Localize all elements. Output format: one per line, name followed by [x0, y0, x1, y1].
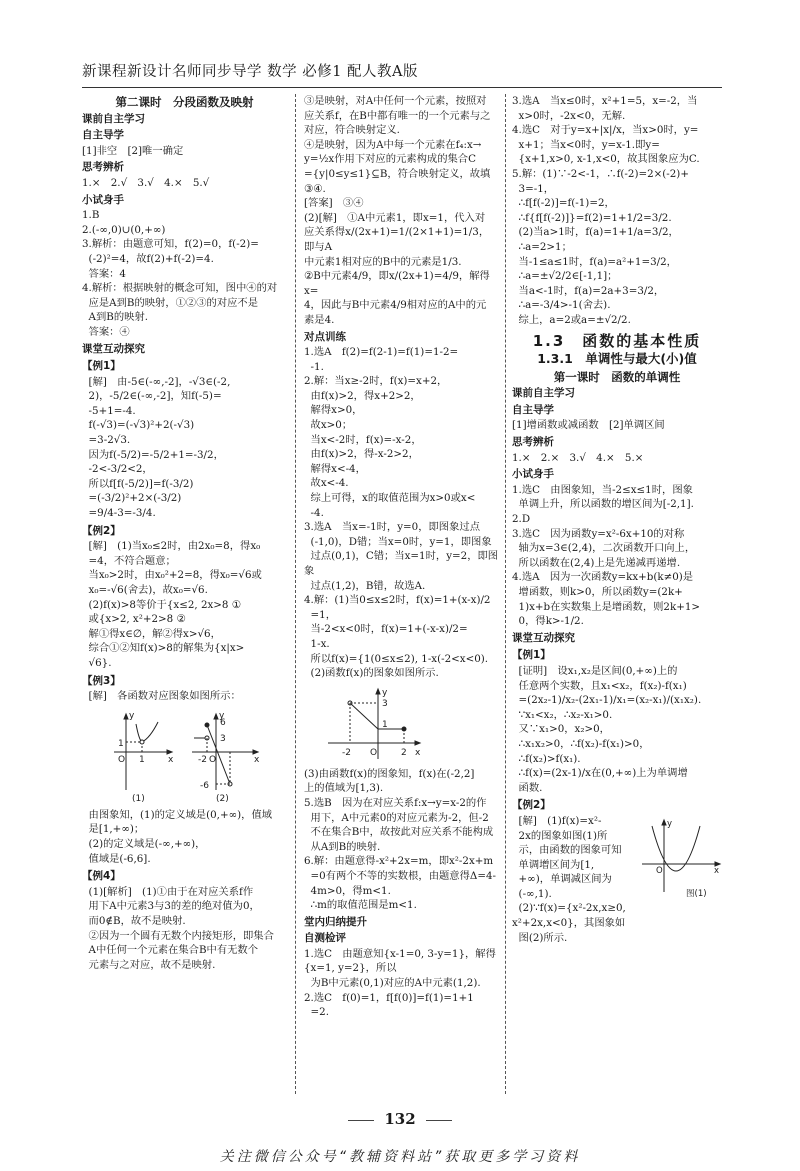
example3-graphs [112, 708, 262, 804]
text-line: 1.选C 由题意知{x-1=0, 3-y=1}，解得{x=1, y=2}，所以 [304, 947, 496, 975]
text-line: =(2x₂-1)/x₂-(2x₁-1)/x₁=(x₂-x₁)/(x₁x₂). [512, 694, 702, 707]
text-line: (2)∵f(x)={x²-2x,x≥0, x²+2x,x<0}，其图象如 [512, 902, 630, 930]
text-line: ∴f[f(-2)]=f(-1)=2， [512, 197, 615, 210]
text-line: 由f(x)>2，得x+2>2， [304, 389, 421, 402]
text-line: 上的值域为[1,3). [304, 782, 384, 795]
example2-parabola [640, 816, 722, 900]
text-line: (-2)²=4，故f(2)+f(-2)=4. [82, 252, 214, 265]
text-line: 由图象知，(1)的定义域是(0,+∞)，值域 [82, 808, 273, 821]
text-line: 值域是(-6,6]. [82, 852, 151, 865]
example-heading: 【例4】 [82, 870, 121, 883]
function-graph-fx [324, 685, 424, 763]
text-line: 或{x>2, x²+2>8 ② [82, 613, 186, 626]
chapter-title: 1.3 函数的基本性质 [532, 331, 702, 350]
text-line: 示，由函数的图象可知 [512, 844, 622, 857]
text-line: 应关系得x/(2x+1)=1/(2×1+1)=1/3，即与A [304, 226, 490, 253]
text-line: 用下，A中元素0的对应元素为-2，但-2 [304, 811, 489, 824]
tick-label: 6 [220, 717, 226, 728]
text-line: ②B中元素4/9，即x/(2x+1)=4/9，解得x= [304, 270, 490, 297]
section-heading: 课前自主学习 [82, 112, 145, 125]
section-heading: 小试身手 [512, 468, 554, 481]
text-line: 不在集合B中，故按此对应关系不能构成 [304, 826, 494, 839]
text-line: 4m>0，得m<1. [304, 884, 391, 897]
text-line: =4，不符合题意； [82, 554, 176, 567]
section-heading: 自主导学 [82, 129, 124, 142]
text-line: =1， [304, 608, 337, 621]
text-line: ∴m的取值范围是m<1. [304, 899, 417, 912]
text-line: 综上可得，x的取值范围为x>0或x< [304, 492, 476, 505]
text-line: 元素与之对应，故不是映射. [82, 958, 216, 971]
text-line: 2.选C f(0)=1，f[f(0)]=f(1)=1+1 [304, 991, 474, 1004]
text-line: 对应，符合映射定义. [304, 124, 400, 137]
running-header: 新课程新设计名师同步导学 数学 必修1 配人教A版 [82, 60, 722, 88]
origin-label: O [656, 865, 663, 876]
axis-label-y: y [129, 710, 135, 721]
origin-label: O [370, 747, 378, 758]
figure-caption: (1) [132, 793, 145, 804]
text-line: (-∞,1). [512, 887, 552, 900]
text-line: =3-2√3. [82, 434, 131, 447]
text-line: 综合①②知f(x)>8的解集为{x|x> [82, 642, 245, 655]
axis-label-y: y [219, 710, 225, 721]
text-line: =9/4-3=-3/4. [82, 507, 156, 520]
text-line: -4. [304, 506, 324, 519]
text-line: 单调上升，所以函数的增区间为[-2,1]. [512, 498, 694, 511]
text-line: 当a<-1时，f(a)=2a+3=3/2， [512, 284, 665, 297]
text-line: 0，得k>-1/2. [512, 615, 584, 628]
section-heading: 对点训练 [304, 330, 346, 343]
text-line: (1)[解析] (1)①由于在对应关系f作 [82, 885, 254, 898]
text-line: 2.解：当x≥-2时，f(x)=x+2， [304, 375, 448, 388]
text-line: 4.解析：根据映射的概念可知，图中④的对 [82, 282, 278, 295]
text-line: (2)f(x)>8等价于{x≤2, 2x>8 ① [82, 598, 241, 611]
text-line: 答案：4 [82, 267, 126, 280]
text-line: 4.解：(1)当0≤x≤2时，f(x)=1+(x-x)/2 [304, 594, 491, 607]
text-line: 3.选A 当x≤0时，x²+1=5，x=-2，当 [512, 95, 698, 107]
text-line: 4，因此与B中元素4/9相对应的A中的元 [304, 299, 487, 312]
text-line: 素是4. [304, 313, 335, 326]
text-line: y=½x作用下对应的元素构成的集合C [304, 153, 476, 166]
text-line: [1]非空 [2]唯一确定 [82, 144, 184, 157]
tick-label: -6 [200, 780, 209, 791]
text-line: 解①得x∈∅，解②得x>√6， [82, 627, 221, 640]
text-line: (3)由函数f(x)的图象知，f(x)在(-2,2] [304, 767, 475, 780]
text-line: 应关系f，在B中都有唯一的一个元素与之 [304, 109, 491, 122]
text-line: 当x<-2时，f(x)=-x-2， [304, 433, 422, 446]
text-line: 应是A到B的映射，①②③的对应不是 [82, 296, 259, 309]
text-line: 解得x<-4， [304, 462, 366, 475]
text-line: 3.解析：由题意可知，f(2)=0，f(-2)= [82, 238, 259, 251]
text-line: 4.选C 对于y=x+|x|/x，当x>0时，y= [512, 124, 699, 137]
text-line: {x+1,x>0, x-1,x<0，故其图象应为C. [512, 153, 700, 166]
text-line: ∴f(x₂)>f(x₁). [512, 752, 581, 765]
example-heading: 【例1】 [512, 649, 551, 662]
text-line: 故x>0； [304, 419, 353, 432]
section-heading: 课堂互动探究 [512, 631, 575, 644]
subsection-title: 1.3.1 单调性与最大(小)值 [537, 351, 697, 367]
text-line: A到B的映射. [82, 311, 149, 324]
text-line: f(-√3)=(-√3)²+2(-√3) [82, 419, 195, 432]
text-line: 轴为x=3∈(2,4)，二次函数开口向上， [512, 542, 696, 555]
text-line: 由f(x)>2，得-x-2>2， [304, 448, 419, 461]
text-line: ②因为一个圆有无数个内接矩形，即集合 [82, 929, 274, 942]
text-line: 是[1,+∞)； [82, 823, 145, 836]
text-line: -5+1=-4. [82, 404, 136, 417]
text-line: ∴x₁x₂>0，∴f(x₂)-f(x₁)>0， [512, 737, 650, 750]
text-line: ③④. [304, 182, 326, 195]
text-line: (2)[解] ①A中元素1，即x=1，代入对 [304, 211, 486, 224]
text-line: -1. [304, 360, 324, 373]
text-line: 所以f(x)={1(0≤x≤2), 1-x(-2<x<0). [304, 652, 489, 665]
lesson-title: 第二课时 分段函数及映射 [115, 95, 254, 109]
tick-label: 1 [382, 719, 388, 730]
section-heading: 自测检评 [304, 932, 346, 945]
text-line: 5.选B 因为在对应关系f:x→y=x-2的作 [304, 796, 487, 809]
text-line: ∴a=-3/4>-1(舍去). [512, 299, 611, 312]
text-line: 1.× 2.× 3.√ 4.× 5.× [512, 451, 644, 464]
example-heading: 【例1】 [82, 360, 121, 373]
section-heading: 课前自主学习 [512, 387, 575, 400]
section-heading: 思考辨析 [512, 436, 554, 449]
section-heading: 堂内归纳提升 [304, 915, 367, 928]
text-line: 4.选A 因为一次函数y=kx+b(k≠0)是 [512, 571, 694, 584]
text-line: x>0时，-2x<0，无解. [512, 109, 626, 122]
text-line: 1.B [82, 209, 100, 222]
text-line: ∴a=±√2/2∈[-1,1]； [512, 270, 618, 283]
text-line: 图(2)所示. [512, 931, 568, 944]
text-line: 1.选A f(2)=f(2-1)=f(1)=1-2= [304, 346, 459, 359]
text-line: 过点(1,2)，B错，故选A. [304, 579, 426, 592]
text-line: √6}. [82, 656, 112, 669]
axis-label-y: y [382, 687, 388, 698]
text-line: A中任何一个元素在集合B中有无数个 [82, 944, 259, 957]
text-line: ③是映射，对A中任何一个元素，按照对 [304, 95, 487, 107]
text-line: [解] (1)f(x)=x²- [512, 814, 602, 827]
section-heading: 思考辨析 [82, 161, 124, 174]
text-line: [解] 各函数对应图象如图所示： [82, 690, 241, 703]
text-line: 所以f[f(-5/2)]=f(-3/2) [82, 477, 194, 490]
text-line: 过点(0,1)，C错；当x=1时，y=2，即图象 [304, 550, 499, 577]
text-line: =(-3/2)²+2×(-3/2) [82, 492, 182, 505]
text-line: +∞)，单调减区间为 [512, 873, 612, 886]
axis-label-x: x [714, 865, 720, 876]
text-line: x+1；当x<0时，y=x-1.即y= [512, 138, 660, 151]
text-line: 6.解：由题意得-x²+2x=m，即x²-2x+m [304, 855, 494, 868]
tick-label: 1 [139, 754, 145, 765]
text-line: 1.× 2.√ 3.√ 4.× 5.√ [82, 176, 210, 189]
text-line: 1)x+b在实数集上是增函数，则2k+1> [512, 600, 701, 613]
column-middle [304, 94, 499, 1094]
column-left [82, 94, 287, 1094]
text-line: ={y|0≤y≤1}⊆B，符合映射定义，故填 [304, 167, 491, 180]
example-heading: 【例2】 [82, 524, 121, 537]
text-line: 3=-1， [512, 182, 555, 195]
text-line: [解] (1)当x₀≤2时，由2x₀=8，得x₀ [82, 540, 261, 553]
text-line: 单调增区间为[1, [512, 858, 595, 871]
text-line: [证明] 设x₁,x₂是区间(0,+∞)上的 [512, 664, 678, 677]
text-line: 增函数，则k>0，所以函数y=(2k+ [512, 586, 683, 598]
axis-label-x: x [254, 754, 260, 765]
example-heading: 【例2】 [512, 799, 551, 812]
text-line: [1]增函数或减函数 [2]单调区间 [512, 419, 665, 432]
text-line: 2.(-∞,0)∪(0,+∞) [82, 223, 166, 236]
text-line: 答案：④ [82, 325, 130, 338]
section-heading: 小试身手 [82, 193, 124, 206]
text-line: 用下A中元素3与3的差的绝对值为0， [82, 900, 260, 913]
axis-label-x: x [168, 754, 174, 765]
text-line: 综上，a=2或a=±√2/2. [512, 313, 631, 326]
tick-label: 1 [118, 738, 124, 749]
text-line: 故x<-4. [304, 477, 349, 490]
text-line: -2<-3/2<2， [82, 463, 153, 476]
text-line: ④是映射，因为A中每一个元素在f₄:x→ [304, 138, 482, 151]
example-heading: 【例3】 [82, 674, 121, 687]
text-line: (2)函数f(x)的图象如图所示. [304, 667, 439, 680]
text-line: ∴a=2>1； [512, 240, 572, 253]
tick-label: 3 [382, 698, 388, 709]
text-line: [解] 由-5∈(-∞,-2]，-√3∈(-2, [82, 375, 231, 388]
axis-label-y: y [667, 818, 673, 829]
text-line: 当-1≤a≤1时，f(a)=a²+1=3/2， [512, 255, 677, 268]
text-line: 从A到B的映射. [304, 840, 381, 853]
section-heading: 自主导学 [512, 403, 554, 416]
section-heading: 课堂互动探究 [82, 342, 145, 355]
text-line: 当-2<x<0时，f(x)=1+(-x-x)/2= [304, 623, 468, 636]
text-line: 2)，-5/2∈(-∞,-2]，知f(-5)= [82, 390, 222, 403]
tick-label: -2 [342, 747, 351, 758]
column-divider-1 [295, 94, 296, 1094]
text-line: 解得x>0， [304, 404, 363, 417]
text-line: ∴f{f[f(-2)]}=f(2)=1+1/2=3/2. [512, 211, 672, 224]
page-number: 132 [0, 1110, 800, 1128]
text-line: 3.选A 当x=-1时，y=0，即图象过点 [304, 521, 480, 534]
tick-label: 3 [220, 733, 226, 744]
axis-label-x: x [415, 747, 421, 758]
text-line: 所以函数在(2,4)上是先递减再递增. [512, 556, 681, 569]
column-divider-2 [505, 94, 506, 1094]
footer-notice: 关注微信公众号“教辅资料站”获取更多学习资料 [219, 1149, 581, 1165]
text-line: 1.选C 由图象知，当-2≤x≤1时，图象 [512, 483, 693, 496]
text-line: (-1,0)，D错；当x=0时，y=1，即图象 [304, 535, 492, 548]
text-line: 又∵x₁>0，x₂>0， [512, 723, 610, 736]
text-line: 2.D [512, 513, 531, 526]
origin-label: O [209, 754, 217, 765]
figure-caption: 图(1) [686, 888, 707, 899]
text-line: 而0∉B，故不是映射. [82, 914, 186, 927]
figure-caption: (2) [216, 793, 229, 804]
column-right [512, 94, 722, 1094]
text-line: 中元素1相对应的B中的元素是1/3. [304, 255, 462, 268]
text-line: (2)的定义域是(-∞,+∞)， [82, 837, 206, 850]
origin-label: O [118, 754, 126, 765]
text-line: (2)当a>1时，f(a)=1+1/a=3/2， [512, 226, 679, 239]
lesson-title: 第一课时 函数的单调性 [553, 369, 681, 384]
text-line: 任意两个实数，且x₁<x₂，f(x₂)-f(x₁) [512, 679, 687, 692]
tick-label: -2 [198, 754, 207, 765]
text-line: [答案] ③④ [304, 197, 364, 210]
text-line: 为B中元素(0,1)对应的A中元素(1,2). [304, 977, 481, 990]
text-line: ∴f(x)=(2x-1)/x在(0,+∞)上为单调增 [512, 767, 688, 780]
text-line: 3.选C 因为函数y=x²-6x+10的对称 [512, 527, 685, 540]
tick-label: 2 [401, 747, 407, 758]
text-line: =0有两个不等的实数根，由题意得Δ=4- [304, 869, 496, 882]
text-line: 因为f(-5/2)=-5/2+1=-3/2， [82, 448, 224, 461]
text-line: 函数. [512, 781, 543, 794]
text-line: =2. [304, 1006, 329, 1019]
text-line: 2x的图象如图(1)所 [512, 829, 608, 842]
text-line: ∵x₁<x₂，∴x₂-x₁>0. [512, 708, 613, 721]
text-line: 当x₀>2时，由x₀²+2=8，得x₀=√6或 [82, 569, 262, 582]
text-line: x₀=-√6(舍去)，故x₀=√6. [82, 584, 208, 596]
text-line: 5.解：(1)∵-2<-1，∴f(-2)=2×(-2)+ [512, 167, 689, 180]
text-line: 1-x. [304, 637, 330, 650]
